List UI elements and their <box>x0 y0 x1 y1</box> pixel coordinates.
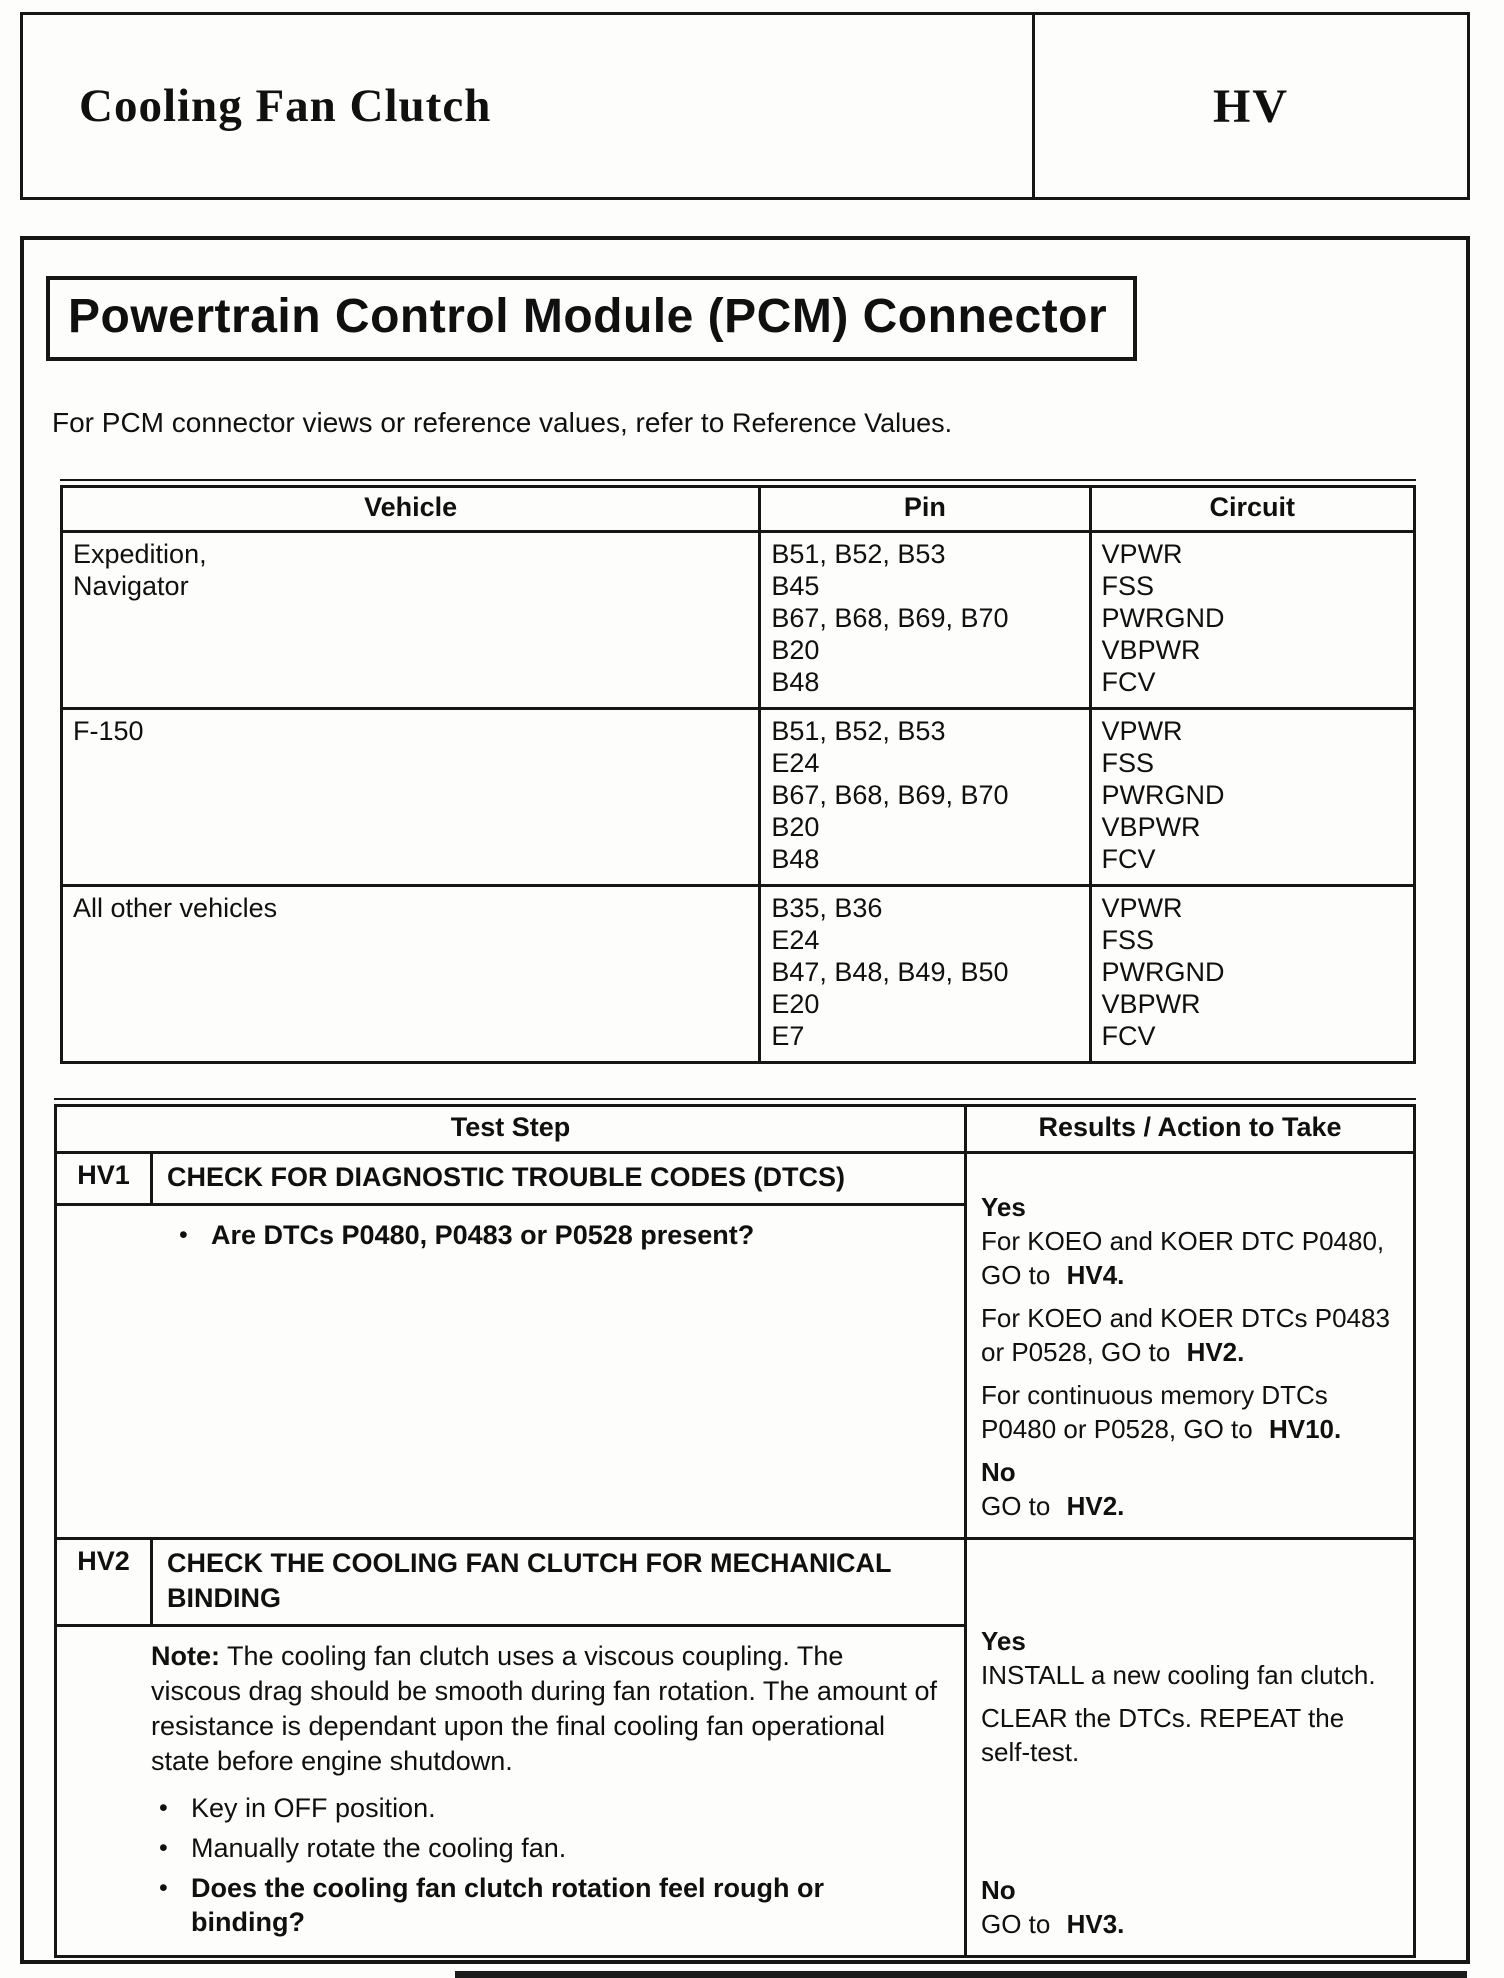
pin-value: B48 <box>771 667 820 697</box>
list-item <box>159 1831 938 1865</box>
result-text: CLEAR the DTCs. REPEAT the <box>981 1703 1345 1733</box>
bullet-icon: • <box>159 1794 168 1822</box>
no-label: No <box>981 1457 1016 1487</box>
intro-text: For PCM connector views or reference values, refer to <box>52 407 725 438</box>
circuit-value: FSS <box>1101 748 1155 778</box>
circuit-value: VPWR <box>1101 893 1183 923</box>
circuit-value: VBPWR <box>1101 812 1201 842</box>
hv2-step-title: CHECK THE COOLING FAN CLUTCH FOR MECHANICAL BINDING <box>167 1548 891 1613</box>
go-target: HV3. <box>1066 1909 1125 1939</box>
circuit-value: FCV <box>1101 667 1156 697</box>
table-row <box>62 532 1415 709</box>
result-text: GO to <box>981 1909 1051 1939</box>
page-header <box>20 12 1470 200</box>
pin-cell <box>760 709 1090 886</box>
hv1-step-title: CHECK FOR DIAGNOSTIC TROUBLE CODES (DTCS) <box>167 1162 845 1192</box>
header-title-cell <box>23 15 1035 197</box>
header-code-cell <box>1035 15 1467 197</box>
hv1-results-cell <box>967 1154 1413 1537</box>
result-item <box>981 1301 1405 1369</box>
vehicle-column-header: Vehicle <box>62 487 760 532</box>
circuit-value: FCV <box>1101 1021 1156 1051</box>
result-text: or P0528, GO to <box>981 1337 1171 1367</box>
yes-label: Yes <box>981 1192 1026 1222</box>
no-result <box>981 1873 1405 1941</box>
circuit-value: FSS <box>1101 571 1155 601</box>
hv1-question: Are DTCs P0480, P0483 or P0528 present? <box>211 1220 755 1250</box>
pin-value: B67, B68, B69, B70 <box>771 603 1009 633</box>
hv2-step-header <box>57 1540 964 1627</box>
result-item <box>981 1378 1405 1446</box>
circuit-value: FCV <box>1101 844 1156 874</box>
connector-table <box>60 479 1416 1064</box>
bullet-icon: • <box>179 1221 188 1249</box>
section-title-box <box>46 276 1137 361</box>
no-label: No <box>981 1875 1016 1905</box>
reference-values-text: Reference Values. <box>732 408 953 438</box>
pin-value: B20 <box>771 812 820 842</box>
circuit-value: VPWR <box>1101 716 1183 746</box>
hv2-question: Does the cooling fan clutch rotation feel rough or binding? <box>191 1873 825 1937</box>
hv1-step-id: HV1 <box>57 1154 153 1203</box>
circuit-value: PWRGND <box>1101 780 1225 810</box>
circuit-column-header: Circuit <box>1090 487 1414 532</box>
go-target: HV2. <box>1066 1491 1125 1521</box>
section-title: Powertrain Control Module (PCM) Connector <box>68 290 1108 343</box>
go-target: HV10. <box>1268 1414 1342 1444</box>
hv1-question-bullet <box>179 1218 940 1252</box>
vehicle-name: All other vehicles <box>73 893 278 923</box>
circuit-cell <box>1090 886 1414 1063</box>
pin-value: B48 <box>771 844 820 874</box>
hv2-results-cell <box>967 1540 1413 1955</box>
result-item <box>981 1701 1405 1769</box>
go-target: HV4. <box>1066 1260 1125 1290</box>
bullet-text: Manually rotate the cooling fan. <box>191 1833 567 1863</box>
test-table-header-row <box>57 1107 1413 1154</box>
pin-cell <box>760 532 1090 709</box>
scan-artifact-line <box>455 1971 1467 1978</box>
hv1-step-column <box>57 1154 967 1537</box>
test-step-column-header: Test Step <box>57 1107 967 1151</box>
hv2-note <box>57 1639 937 1779</box>
bullet-icon: • <box>159 1834 168 1862</box>
section-code: HV <box>1213 79 1289 133</box>
hv1-step-body <box>57 1206 964 1537</box>
result-item: INSTALL a new cooling fan clutch. <box>981 1660 1376 1690</box>
vehicle-cell <box>62 532 760 709</box>
circuit-value: PWRGND <box>1101 603 1225 633</box>
vehicle-cell <box>62 886 760 1063</box>
vehicle-name: Navigator <box>73 571 189 601</box>
pin-value: B67, B68, B69, B70 <box>771 780 1009 810</box>
list-item <box>159 1791 938 1825</box>
result-item <box>981 1489 1405 1523</box>
result-item <box>981 1907 1405 1941</box>
result-text: self-test. <box>981 1737 1080 1767</box>
no-result <box>981 1455 1405 1523</box>
circuit-value: VBPWR <box>1101 989 1201 1019</box>
pin-value: E24 <box>771 748 820 778</box>
circuit-value: VPWR <box>1101 539 1183 569</box>
circuit-cell <box>1090 709 1414 886</box>
page-title: Cooling Fan Clutch <box>79 80 492 132</box>
result-text: For KOEO and KOER DTC P0480, <box>981 1226 1385 1256</box>
pin-value: B45 <box>771 571 820 601</box>
intro-paragraph <box>52 407 1466 439</box>
pin-value: E20 <box>771 989 820 1019</box>
result-item <box>981 1224 1405 1292</box>
table-row <box>62 886 1415 1063</box>
result-text: For KOEO and KOER DTCs P0483 <box>981 1303 1390 1333</box>
go-target: HV2. <box>1186 1337 1245 1367</box>
results-column-header: Results / Action to Take <box>1038 1112 1342 1142</box>
yes-label: Yes <box>981 1626 1026 1656</box>
pin-value: B51, B52, B53 <box>771 716 946 746</box>
test-step-hv2 <box>57 1537 1413 1955</box>
pin-value: E24 <box>771 925 820 955</box>
pin-value: B47, B48, B49, B50 <box>771 957 1009 987</box>
hv2-step-column <box>57 1540 967 1955</box>
main-content-box <box>20 236 1470 1964</box>
test-table <box>54 1098 1416 1958</box>
circuit-value: PWRGND <box>1101 957 1225 987</box>
hv2-question-bullet <box>159 1871 938 1939</box>
result-text: P0480 or P0528, GO to <box>981 1414 1253 1444</box>
note-text: The cooling fan clutch uses a viscous coupling. The viscous drag should be smooth during fan rotation. The amount of resistance is dependant upon the final cooling fan operational state before engine shutdown. <box>151 1641 937 1776</box>
pin-cell <box>760 886 1090 1063</box>
vehicle-cell <box>62 709 760 886</box>
circuit-value: FSS <box>1101 925 1155 955</box>
pin-value: B20 <box>771 635 820 665</box>
result-text: GO to <box>981 1260 1051 1290</box>
hv1-step-header <box>57 1154 964 1206</box>
circuit-cell <box>1090 532 1414 709</box>
connector-table-header-row <box>62 487 1415 532</box>
vehicle-name: F-150 <box>73 716 144 746</box>
note-label: Note: <box>151 1641 220 1671</box>
pin-column-header: Pin <box>760 487 1090 532</box>
pin-value: E7 <box>771 1021 805 1051</box>
table-row <box>62 709 1415 886</box>
pin-value: B51, B52, B53 <box>771 539 946 569</box>
result-text: GO to <box>981 1491 1051 1521</box>
bullet-icon: • <box>159 1874 168 1902</box>
vehicle-name: Expedition, <box>73 539 207 569</box>
test-step-hv1 <box>57 1154 1413 1537</box>
hv2-bullet-list <box>159 1791 938 1939</box>
circuit-value: VBPWR <box>1101 635 1201 665</box>
hv2-step-id: HV2 <box>57 1540 153 1624</box>
bullet-text: Key in OFF position. <box>191 1793 436 1823</box>
hv2-step-body <box>57 1627 964 1955</box>
pin-value: B35, B36 <box>771 893 883 923</box>
result-text: For continuous memory DTCs <box>981 1380 1328 1410</box>
